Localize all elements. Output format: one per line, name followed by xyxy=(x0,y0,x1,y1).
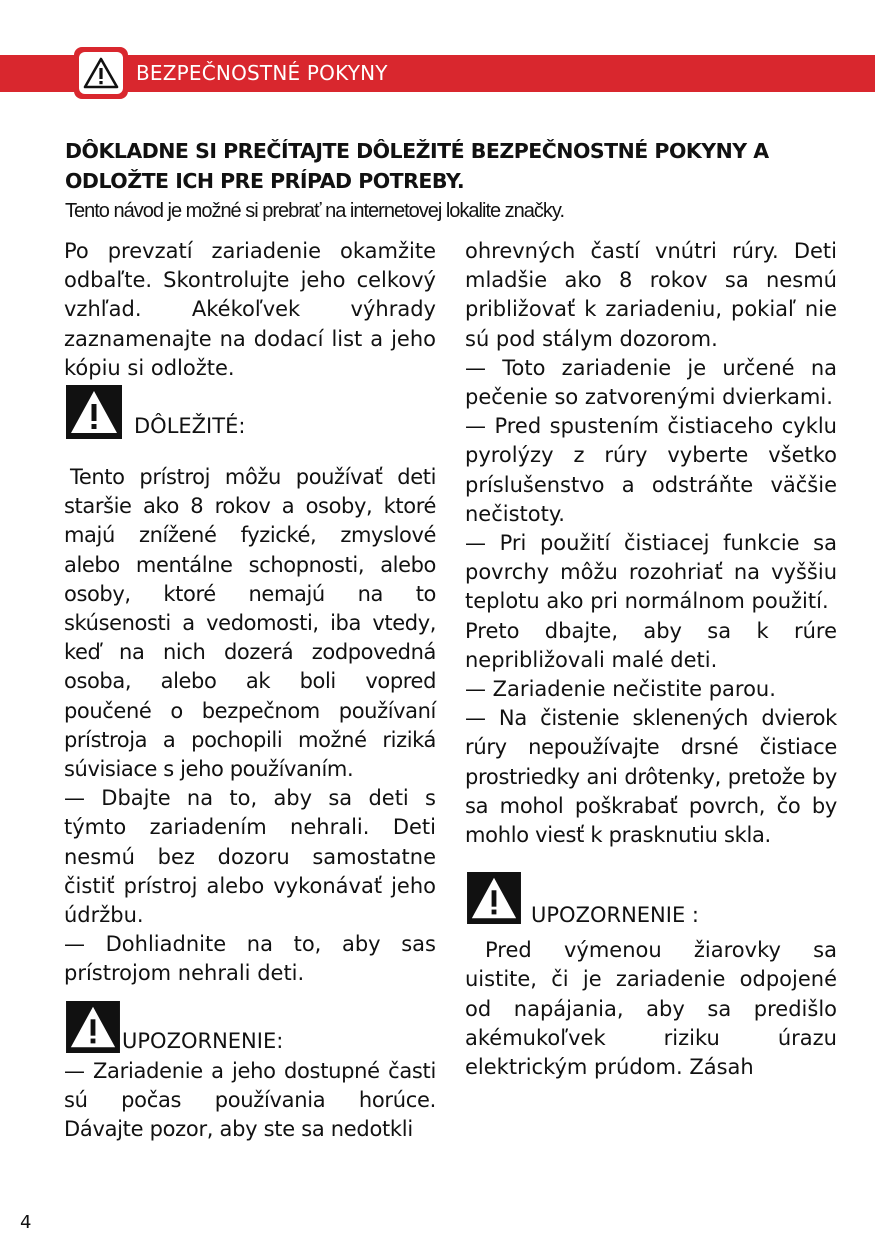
header-badge xyxy=(74,47,128,99)
paragraph: Po prevzatí zariadenie okamžite odbaľte. Skontrolujte jeho celkový vzhľad. Akékoľvek výhrady zaznamenajte na dodací list a jeho kópiu si odložte. xyxy=(64,239,436,380)
warning-label: UPOZORNENIE : xyxy=(531,903,699,928)
paragraph: Preto dbajte, aby sa k rúre nepribližovali malé deti. xyxy=(465,618,837,672)
section-title: BEZPEČNOSTNÉ POKYNY xyxy=(136,61,388,85)
paragraph: — Pred spustením čistiaceho cyklu pyrolýzy z rúry vyberte všetko príslušenstvo a odstráňte väčšie nečistoty. xyxy=(465,414,837,526)
warning-label: UPOZORNENIE: xyxy=(122,1028,284,1053)
warning-block xyxy=(465,872,837,936)
main-heading: DÔKLADNE SI PREČÍTAJTE DÔLEŽITÉ BEZPEČNOSTNÉ POKYNY A ODLOŽTE ICH PRE PRÍPAD POTREBY. xyxy=(65,139,769,193)
paragraph: Pred výmenou žiarovky sa uistite, či je zariadenie odpojené od napájania, aby sa predišlo akémukoľvek riziku úrazu elektrickým prúdom. Zásah xyxy=(465,938,837,1080)
page-number: 4 xyxy=(20,1212,32,1233)
paragraph: — Pri použití čistiacej funkcie sa povrchy môžu rozohriať na vyššiu teplotu ako pri normálnom použití. xyxy=(465,531,837,614)
header-banner xyxy=(0,55,875,92)
paragraph: — Toto zariadenie je určené na pečenie so zatvorenými dvierkami. xyxy=(465,355,837,410)
paragraph: — Na čistenie sklenených dvierok rúry nepoužívajte drsné čistiace prostriedky ani drôtenky, pretože by sa mohol poškrabať povrch, čo by mohlo viesť k prasknutiu skla. xyxy=(465,706,837,848)
warning-label: DÔLEŽITÉ: xyxy=(134,414,246,438)
paragraph: ohrevných častí vnútri rúry. Deti mladšie ako 8 rokov sa nesmú približovať k zariadeniu, pokiaľ nie sú pod stálym dozorom. xyxy=(465,239,837,351)
right-column xyxy=(465,237,837,1082)
warning-icon xyxy=(467,872,521,924)
paragraph: — Zariadenie nečistite parou. xyxy=(465,677,776,702)
warning-block xyxy=(64,385,436,455)
paragraph: Tento prístroj môžu používať deti staršie ako 8 rokov a osoby, ktoré majú znížené fyzické, zmyslové alebo mentálne schopnosti, alebo osoby, ktoré nemajú na to skúsenosti a vedomosti, iba vtedy, keď na nich dozerá zodpovedná osoba, alebo ak boli vopred poučené o bezpečnom používaní prístroja a pochopili možné riziká súvisiace s jeho používaním. xyxy=(64,465,436,782)
warning-triangle-icon xyxy=(83,57,119,89)
paragraph: — Dbajte na to, aby sa deti s týmto zariadením nehrali. Deti nesmú bez dozoru samostatne čistiť prístroj alebo vykonávať jeho údržbu. xyxy=(64,786,436,928)
warning-icon xyxy=(66,1001,120,1053)
left-column xyxy=(64,237,436,1144)
paragraph: — Zariadenie a jeho dostupné časti sú počas používania horúce. Dávajte pozor, aby ste sa nedotkli xyxy=(64,1058,436,1142)
intro-note: Tento návod je možné si prebrať na internetovej lokalite značky. xyxy=(65,200,564,222)
warning-icon xyxy=(66,385,122,439)
warning-block xyxy=(64,999,436,1055)
paragraph: — Dohliadnite na to, aby sas prístrojom nehrali deti. xyxy=(64,932,436,986)
